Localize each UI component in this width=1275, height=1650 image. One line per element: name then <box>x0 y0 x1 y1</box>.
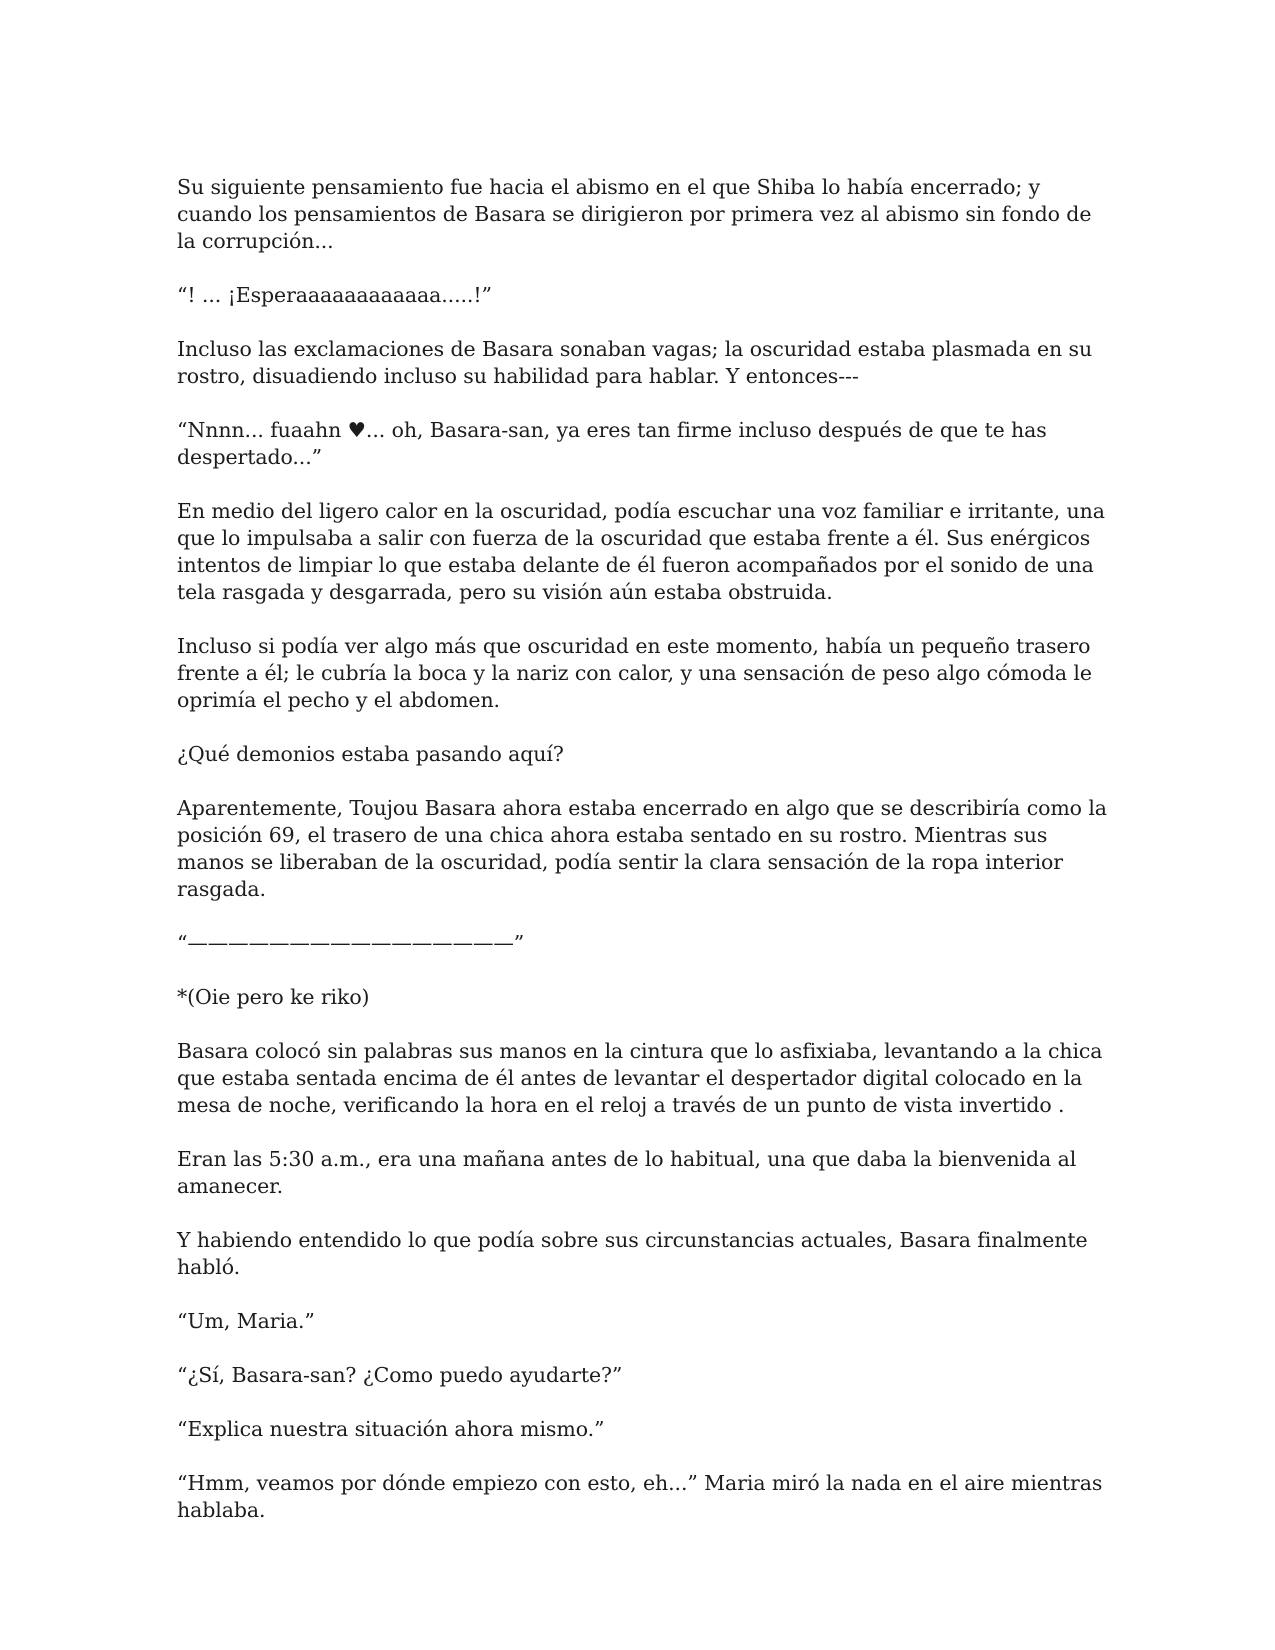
paragraph: “¿Sí, Basara-san? ¿Como puedo ayudarte?” <box>177 1363 623 1387</box>
paragraph: “Hmm, veamos por dónde empiezo con esto, eh...” Maria miró la nada en el aire mientras hablaba. <box>177 1471 1103 1522</box>
paragraph: Aparentemente, Toujou Basara ahora estaba encerrado en algo que se describiría como la posición 69, el trasero de una chica ahora estaba sentado en su rostro. Mientras sus manos se liberaban de la oscuridad, podía sentir la clara sensación de la ropa interior rasgada. <box>177 796 1107 901</box>
document-body <box>177 174 1107 1551</box>
paragraph: “! ... ¡Esperaaaaaaaaaaaa.....!” <box>177 283 492 307</box>
paragraph: Eran las 5:30 a.m., era una mañana antes de lo habitual, una que daba la bienvenida al amanecer. <box>177 1147 1077 1198</box>
paragraph: En medio del ligero calor en la oscuridad, podía escuchar una voz familiar e irritante, una que lo impulsaba a salir con fuerza de la oscuridad que estaba frente a él. Sus enérgicos intentos de limpiar lo que estaba delante de él fueron acompañados por el sonido de una tela rasgada y desgarrada, pero su visión aún estaba obstruida. <box>177 499 1105 604</box>
paragraph: “Explica nuestra situación ahora mismo.” <box>177 1417 605 1441</box>
paragraph: *(Oie pero ke riko) <box>177 985 370 1009</box>
paragraph: ¿Qué demonios estaba pasando aquí? <box>177 742 564 766</box>
paragraph: “Um, Maria.” <box>177 1309 315 1333</box>
paragraph: Basara colocó sin palabras sus manos en la cintura que lo asfixiaba, levantando a la chica que estaba sentada encima de él antes de levantar el despertador digital colocado en la mesa de noche, verificando la hora en el reloj a través de un punto de vista invertido . <box>177 1039 1103 1117</box>
paragraph: Incluso las exclamaciones de Basara sonaban vagas; la oscuridad estaba plasmada en su rostro, disuadiendo incluso su habilidad para hablar. Y entonces--- <box>177 337 1093 388</box>
paragraph: “————————————————” <box>177 931 525 955</box>
paragraph: Su siguiente pensamiento fue hacia el abismo en el que Shiba lo había encerrado; y cuando los pensamientos de Basara se dirigieron por primera vez al abismo sin fondo de la corrupción... <box>177 175 1092 253</box>
paragraph: “Nnnn... fuaahn ♥... oh, Basara-san, ya eres tan firme incluso después de que te has despertado...” <box>177 418 1047 469</box>
paragraph: Incluso si podía ver algo más que oscuridad en este momento, había un pequeño trasero frente a él; le cubría la boca y la nariz con calor, y una sensación de peso algo cómoda le oprimía el pecho y el abdomen. <box>177 634 1092 712</box>
paragraph: Y habiendo entendido lo que podía sobre sus circunstancias actuales, Basara finalmente habló. <box>177 1228 1088 1279</box>
